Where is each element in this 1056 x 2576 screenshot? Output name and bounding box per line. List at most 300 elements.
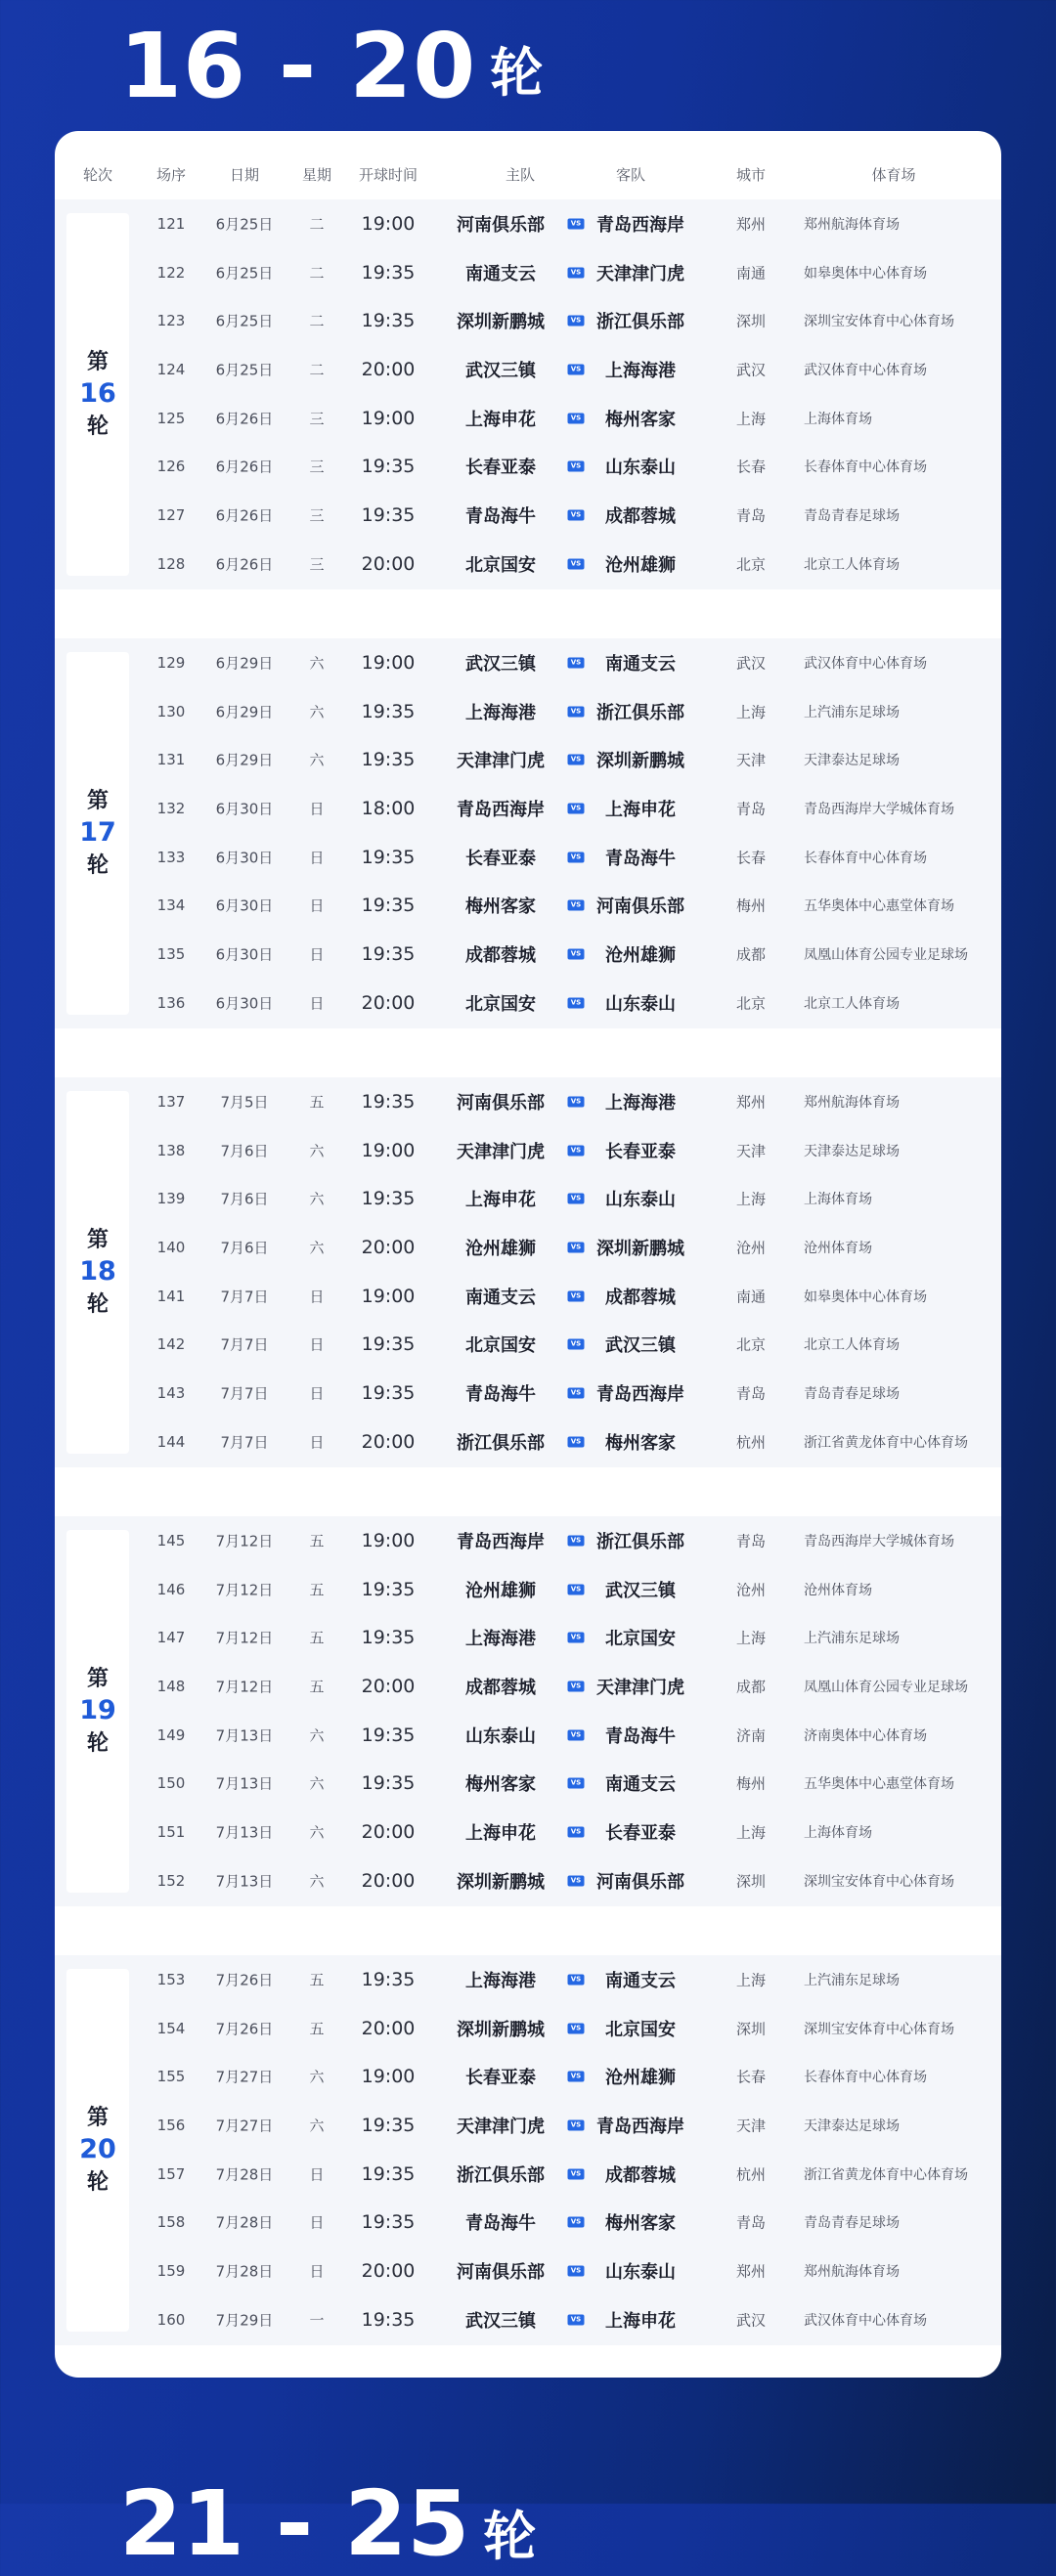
kickoff-time: 19:35 [361,2114,416,2136]
vs-badge: VS [568,1096,585,1107]
home-team: 浙江俱乐部 [457,1432,545,1454]
header-city: 城市 [735,166,767,184]
home-team: 河南俱乐部 [457,214,545,236]
city: 沧州 [735,1239,767,1257]
venue: 天津泰达足球场 [804,2118,900,2134]
venue: 郑州航海体育场 [804,2264,900,2281]
vs-badge: VS [568,1388,585,1399]
home-team: 河南俱乐部 [457,2262,545,2284]
kickoff-time: 20:00 [361,1430,416,1453]
city: 上海 [735,410,767,428]
kickoff-time: 20:00 [361,1236,416,1258]
match-row [55,1613,1001,1662]
match-row [55,2150,1001,2199]
match-date: 6月26日 [215,506,274,525]
city: 青岛 [735,506,767,525]
header-away: 客队 [615,166,646,184]
venue: 深圳宝安体育中心体育场 [804,1873,954,1890]
round-label-prefix: 第 [86,1227,109,1252]
match-date: 6月26日 [215,458,274,476]
venue: 长春体育中心体育场 [804,850,927,866]
match-row [55,1077,1001,1126]
match-weekday: 日 [309,1433,325,1452]
vs-badge: VS [568,558,585,569]
vs-badge: VS [568,706,585,717]
home-team: 青岛海牛 [465,2213,536,2235]
kickoff-time: 19:35 [361,310,416,332]
match-date: 6月25日 [215,264,274,283]
venue: 武汉体育中心体育场 [804,655,927,672]
match-date: 7月13日 [215,1726,274,1745]
away-team: 青岛西海岸 [596,214,684,236]
city: 郑州 [735,2262,767,2281]
home-team: 成都蓉城 [465,945,536,967]
venue: 上汽浦东足球场 [804,704,900,720]
home-team: 浙江俱乐部 [457,2164,545,2186]
match-row [55,248,1001,297]
match-weekday: 三 [309,410,325,428]
match-weekday: 日 [309,994,325,1013]
match-number: 157 [156,2164,186,2183]
match-row [55,1760,1001,1809]
kickoff-time: 20:00 [361,1869,416,1892]
match-weekday: 日 [309,2213,325,2232]
city: 北京 [735,555,767,574]
city: 南通 [735,1288,767,1306]
match-number: 132 [156,799,186,817]
match-weekday: 六 [309,1823,325,1842]
kickoff-time: 20:00 [361,358,416,380]
vs-badge: VS [568,803,585,813]
match-date: 6月25日 [215,361,274,379]
match-row [55,2004,1001,2053]
vs-badge: VS [568,510,585,521]
match-date: 7月7日 [220,1288,269,1306]
header-weekday: 星期 [301,166,332,184]
match-number: 137 [156,1092,186,1111]
vs-badge: VS [568,1681,585,1691]
match-date: 7月6日 [220,1190,269,1208]
city: 上海 [735,1190,767,1208]
vs-badge: VS [568,1778,585,1789]
match-date: 7月26日 [215,2020,274,2038]
match-number: 130 [156,702,186,720]
home-team: 上海申花 [465,1823,536,1845]
vs-badge: VS [568,997,585,1008]
match-weekday: 五 [309,1678,325,1696]
match-date: 6月26日 [215,555,274,574]
home-team: 天津津门虎 [457,751,545,772]
match-date: 7月7日 [220,1335,269,1354]
away-team: 上海申花 [605,2310,676,2332]
venue: 武汉体育中心体育场 [804,362,927,378]
next-title-unit: 轮 [483,2506,537,2567]
match-date: 7月6日 [220,1142,269,1160]
match-weekday: 二 [309,312,325,330]
kickoff-time: 19:35 [361,1968,416,1990]
match-weekday: 五 [309,2020,325,2038]
kickoff-time: 19:35 [361,846,416,868]
home-team: 深圳新鹏城 [457,312,545,333]
round-label-number: 20 [79,2134,116,2165]
round-19 [55,1516,1001,1906]
kickoff-time: 19:35 [361,1333,416,1356]
venue: 天津泰达足球场 [804,753,900,769]
match-weekday: 日 [309,849,325,867]
home-team: 北京国安 [465,554,536,576]
match-number: 125 [156,409,186,427]
match-weekday: 日 [309,800,325,818]
match-weekday: 二 [309,215,325,234]
vs-badge: VS [568,755,585,765]
away-team: 武汉三镇 [605,1335,676,1357]
city: 深圳 [735,2020,767,2038]
round-17 [55,638,1001,1028]
match-weekday: 二 [309,361,325,379]
kickoff-time: 19:35 [361,700,416,722]
vs-badge: VS [568,1827,585,1838]
page-title [119,14,544,118]
venue: 青岛青春足球场 [804,2215,900,2232]
venue: 北京工人体育场 [804,556,900,573]
round-label-suffix: 轮 [86,1730,109,1756]
venue: 凤凰山体育公园专业足球场 [804,1679,968,1695]
vs-badge: VS [568,1339,585,1350]
match-weekday: 二 [309,264,325,283]
match-row [55,1369,1001,1418]
match-date: 6月29日 [215,751,274,769]
away-team: 长春亚泰 [605,1141,676,1162]
city: 沧州 [735,1581,767,1599]
kickoff-time: 19:00 [361,1139,416,1161]
match-weekday: 六 [309,1774,325,1793]
city: 郑州 [735,215,767,234]
home-team: 沧州雄狮 [465,1238,536,1259]
match-weekday: 日 [309,1335,325,1354]
match-row [55,540,1001,589]
home-team: 上海申花 [465,1190,536,1211]
match-row [55,882,1001,931]
home-team: 梅州客家 [465,1774,536,1796]
kickoff-time: 19:00 [361,407,416,429]
match-date: 6月30日 [215,945,274,964]
match-number: 152 [156,1871,186,1890]
round-label-prefix: 第 [86,349,109,374]
match-number: 122 [156,263,186,282]
vs-badge: VS [568,1584,585,1594]
home-team: 山东泰山 [465,1725,536,1747]
match-weekday: 六 [309,2068,325,2086]
match-number: 148 [156,1677,186,1695]
vs-badge: VS [568,851,585,862]
match-number: 126 [156,458,186,476]
vs-badge: VS [568,1194,585,1204]
round-label-prefix: 第 [86,2105,109,2130]
away-team: 梅州客家 [605,2213,676,2235]
city: 南通 [735,264,767,283]
match-date: 6月25日 [215,312,274,330]
away-team: 山东泰山 [605,1190,676,1211]
match-number: 151 [156,1823,186,1842]
vs-badge: VS [568,364,585,374]
vs-badge: VS [568,2314,585,2325]
away-team: 沧州雄狮 [605,554,676,576]
match-weekday: 五 [309,1532,325,1550]
round-label-number: 19 [79,1695,116,1726]
match-date: 7月27日 [215,2068,274,2086]
match-row [55,1418,1001,1466]
home-team: 沧州雄狮 [465,1580,536,1601]
match-row [55,199,1001,248]
venue: 天津泰达足球场 [804,1143,900,1159]
schedule-card [55,131,1001,2378]
kickoff-time: 19:00 [361,2066,416,2088]
venue: 浙江省黄龙体育中心体育场 [804,2166,968,2183]
away-team: 深圳新鹏城 [596,751,684,772]
home-team: 青岛西海岸 [457,799,545,820]
vs-badge: VS [568,461,585,472]
match-weekday: 日 [309,1288,325,1306]
vs-badge: VS [568,316,585,327]
city: 上海 [735,703,767,721]
vs-badge: VS [568,2119,585,2130]
match-number: 153 [156,1970,186,1988]
match-weekday: 六 [309,1142,325,1160]
venue: 浙江省黄龙体育中心体育场 [804,1434,968,1451]
match-date: 7月29日 [215,2311,274,2330]
venue: 上汽浦东足球场 [804,1972,900,1988]
match-weekday: 六 [309,703,325,721]
kickoff-time: 19:00 [361,1529,416,1551]
match-date: 7月12日 [215,1581,274,1599]
venue: 长春体育中心体育场 [804,459,927,476]
match-date: 6月29日 [215,703,274,721]
city: 郑州 [735,1093,767,1112]
city: 青岛 [735,800,767,818]
kickoff-time: 19:35 [361,504,416,527]
match-row [55,1711,1001,1760]
away-team: 上海海港 [605,1092,676,1113]
home-team: 北京国安 [465,993,536,1015]
match-row [55,784,1001,833]
city: 武汉 [735,2311,767,2330]
away-team: 沧州雄狮 [605,2068,676,2089]
round-label-suffix: 轮 [86,852,109,878]
kickoff-time: 19:35 [361,1188,416,1210]
match-number: 160 [156,2310,186,2329]
home-team: 武汉三镇 [465,2310,536,2332]
match-row [55,930,1001,979]
match-row [55,735,1001,784]
kickoff-time: 19:35 [361,1772,416,1795]
venue: 青岛青春足球场 [804,508,900,525]
city: 北京 [735,1335,767,1354]
away-team: 南通支云 [605,653,676,675]
vs-badge: VS [568,1145,585,1156]
match-number: 154 [156,2019,186,2037]
home-team: 南通支云 [465,263,536,284]
city: 济南 [735,1726,767,1745]
venue: 上海体育场 [804,411,872,427]
match-weekday: 日 [309,2165,325,2184]
away-team: 青岛西海岸 [596,2116,684,2137]
away-team: 沧州雄狮 [605,945,676,967]
match-number: 145 [156,1531,186,1550]
match-date: 7月13日 [215,1872,274,1891]
city: 青岛 [735,1384,767,1403]
match-weekday: 五 [309,1581,325,1599]
match-row [55,443,1001,492]
match-row [55,979,1001,1027]
match-row [55,2052,1001,2101]
match-date: 6月30日 [215,994,274,1013]
venue: 五华奥体中心惠堂体育场 [804,898,954,915]
match-number: 144 [156,1432,186,1451]
match-number: 124 [156,360,186,378]
city: 天津 [735,2117,767,2135]
match-date: 6月30日 [215,896,274,915]
vs-badge: VS [568,2023,585,2033]
city: 青岛 [735,1532,767,1550]
round-label-number: 18 [79,1256,116,1288]
kickoff-time: 19:00 [361,212,416,235]
round-label-prefix: 第 [86,1666,109,1691]
city: 梅州 [735,896,767,915]
match-date: 7月12日 [215,1532,274,1550]
match-number: 129 [156,653,186,672]
match-date: 7月28日 [215,2213,274,2232]
match-row [55,296,1001,345]
kickoff-time: 19:35 [361,2162,416,2185]
round-label-number: 16 [79,378,116,410]
home-team: 南通支云 [465,1287,536,1308]
match-weekday: 五 [309,1629,325,1647]
match-row [55,833,1001,882]
match-number: 158 [156,2213,186,2232]
away-team: 浙江俱乐部 [596,312,684,333]
city: 天津 [735,1142,767,1160]
vs-badge: VS [568,949,585,960]
city: 上海 [735,1629,767,1647]
vs-badge: VS [568,2266,585,2277]
away-team: 南通支云 [605,1774,676,1796]
home-team: 武汉三镇 [465,653,536,675]
next-title-range: 21 - 25 [119,2471,470,2576]
kickoff-time: 18:00 [361,797,416,819]
vs-badge: VS [568,1729,585,1740]
vs-badge: VS [568,900,585,911]
kickoff-time: 20:00 [361,1821,416,1844]
venue: 济南奥体中心体育场 [804,1727,927,1744]
header-home: 主队 [505,166,536,184]
vs-badge: VS [568,267,585,278]
kickoff-time: 19:35 [361,2308,416,2331]
match-number: 121 [156,214,186,233]
match-row [55,394,1001,443]
match-date: 6月29日 [215,654,274,673]
header-venue: 体育场 [871,166,916,184]
match-date: 7月28日 [215,2165,274,2184]
home-team: 青岛海牛 [465,506,536,528]
match-weekday: 日 [309,1384,325,1403]
match-row [55,1223,1001,1272]
match-number: 136 [156,993,186,1012]
kickoff-time: 19:35 [361,1724,416,1746]
kickoff-time: 19:35 [361,895,416,917]
kickoff-time: 19:35 [361,1627,416,1649]
city: 杭州 [735,2165,767,2184]
home-team: 长春亚泰 [465,458,536,479]
kickoff-time: 19:35 [361,2211,416,2234]
away-team: 天津津门虎 [596,1677,684,1698]
vs-badge: VS [568,1290,585,1301]
match-date: 7月13日 [215,1823,274,1842]
match-date: 7月12日 [215,1629,274,1647]
match-row [55,1321,1001,1370]
match-date: 7月13日 [215,1774,274,1793]
match-row [55,1516,1001,1565]
away-team: 山东泰山 [605,993,676,1015]
match-number: 138 [156,1141,186,1159]
match-date: 7月12日 [215,1678,274,1696]
match-date: 7月7日 [220,1433,269,1452]
away-team: 成都蓉城 [605,506,676,528]
away-team: 成都蓉城 [605,1287,676,1308]
home-team: 梅州客家 [465,896,536,918]
kickoff-time: 19:35 [361,1090,416,1113]
vs-badge: VS [568,218,585,229]
kickoff-time: 19:00 [361,651,416,674]
city: 长春 [735,2068,767,2086]
city: 北京 [735,994,767,1013]
match-number: 134 [156,896,186,915]
vs-badge: VS [568,1535,585,1546]
match-date: 7月28日 [215,2262,274,2281]
round-18 [55,1077,1001,1467]
venue: 如皋奥体中心体育场 [804,265,927,282]
away-team: 青岛西海岸 [596,1384,684,1406]
next-section-title [119,2471,536,2576]
round-label-suffix: 轮 [86,2169,109,2195]
match-weekday: 六 [309,2117,325,2135]
city: 成都 [735,1678,767,1696]
match-weekday: 六 [309,1872,325,1891]
home-team: 深圳新鹏城 [457,1871,545,1893]
away-team: 河南俱乐部 [596,1871,684,1893]
match-number: 142 [156,1335,186,1354]
away-team: 北京国安 [605,1629,676,1650]
kickoff-time: 19:35 [361,456,416,478]
kickoff-time: 19:00 [361,1285,416,1307]
round-16 [55,199,1001,589]
match-row [55,491,1001,540]
match-row [55,1808,1001,1856]
city: 青岛 [735,2213,767,2232]
home-team: 上海海港 [465,1970,536,1991]
city: 梅州 [735,1774,767,1793]
away-team: 梅州客家 [605,409,676,430]
match-row [55,2295,1001,2344]
match-date: 6月30日 [215,800,274,818]
match-number: 123 [156,312,186,330]
vs-badge: VS [568,2072,585,2082]
away-team: 浙江俱乐部 [596,702,684,723]
match-row [55,2199,1001,2248]
city: 深圳 [735,1872,767,1891]
match-row [55,1856,1001,1905]
match-number: 131 [156,751,186,769]
kickoff-time: 19:35 [361,261,416,284]
